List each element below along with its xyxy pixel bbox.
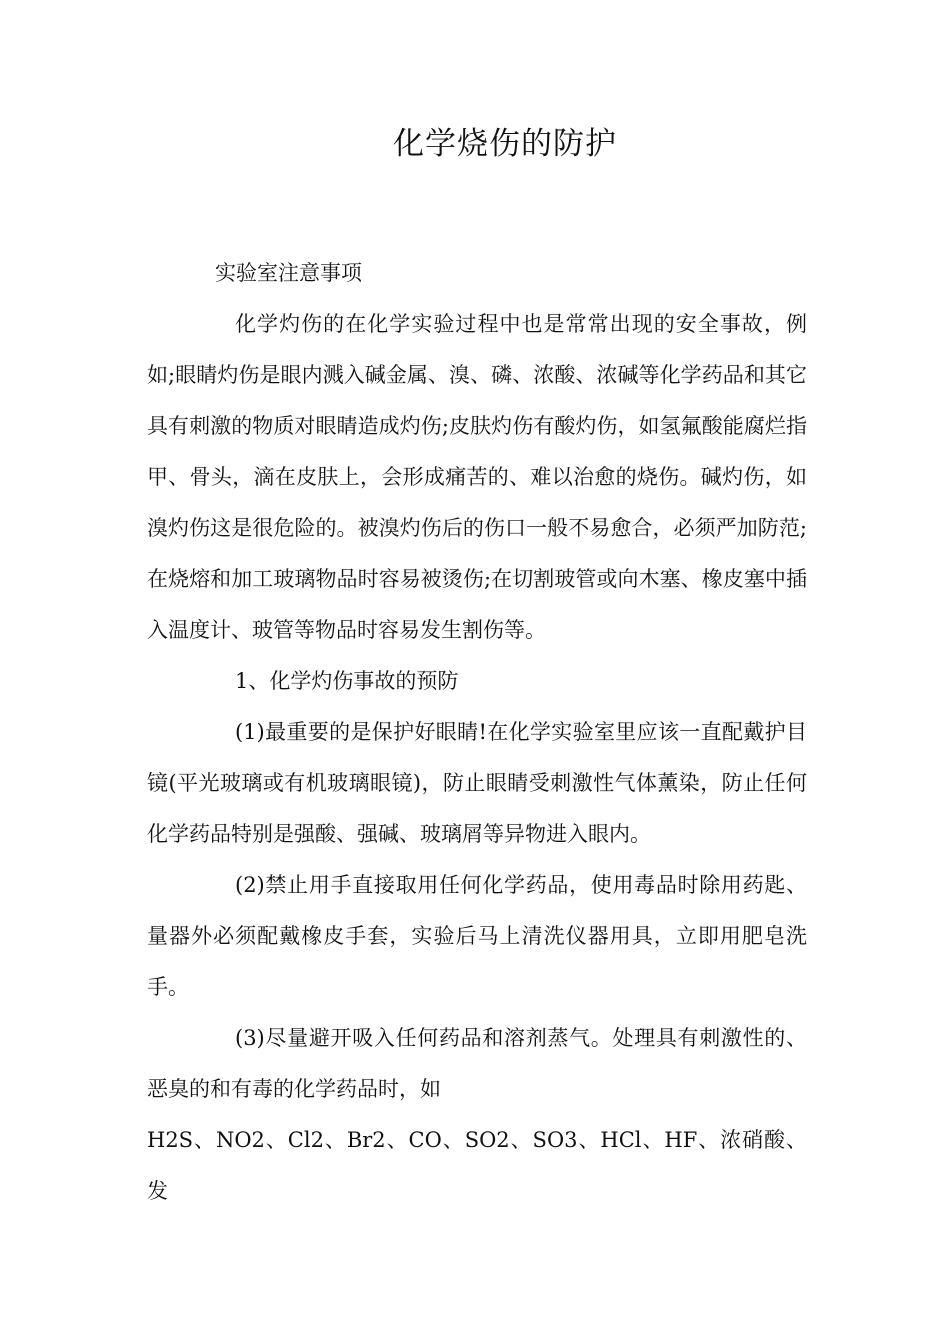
paragraph-item-2: (2)禁止用手直接取用任何化学药品，使用毒品时除用药匙、量器外必须配戴橡皮手套，实验后马上清洗仪器用具，立即用肥皂洗手。 <box>147 873 807 999</box>
paragraph-chemical-list: H2S、NO2、Cl2、Br2、CO、SO2、SO3、HCl、HF、浓硝酸、发 <box>147 1128 807 1203</box>
paragraph-item-3: (3)尽量避开吸入任何药品和溶剂蒸气。处理具有刺激性的、恶臭的和有毒的化学药品时，如 <box>147 1026 807 1101</box>
document-title: 化学烧伤的防护 <box>393 126 617 162</box>
section-label: 实验室注意事项 <box>215 261 362 285</box>
paragraph-item-1: (1)最重要的是保护好眼睛!在化学实验室里应该一直配戴护目镜(平光玻璃或有机玻璃眼镜)，防止眼睛受刺激性气体薰染，防止任何化学药品特别是强酸、强碱、玻璃屑等异物进入眼内。 <box>147 720 807 846</box>
document-body <box>147 248 807 1217</box>
paragraph-heading-prevention: 1、化学灼伤事故的预防 <box>235 669 459 693</box>
paragraph-intro: 化学灼伤的在化学实验过程中也是常常出现的安全事故，例如;眼睛灼伤是眼内溅入碱金属、溴、磷、浓酸、浓碱等化学药品和其它具有刺激的物质对眼睛造成灼伤;皮肤灼伤有酸灼伤，如氢氟酸能腐烂指甲、骨头，滴在皮肤上，会形成痛苦的、难以治愈的烧伤。碱灼伤，如溴灼伤这是很危险的。被溴灼伤后的伤口一般不易愈合，必须严加防范;在烧熔和加工玻璃物品时容易被烫伤;在切割玻管或向木塞、橡皮塞中插入温度计、玻管等物品时容易发生割伤等。 <box>147 312 807 642</box>
